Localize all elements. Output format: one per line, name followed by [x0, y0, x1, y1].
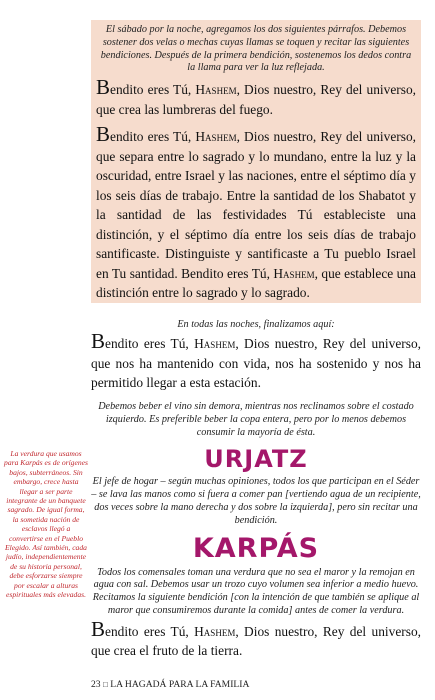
drop-cap: B — [96, 75, 111, 100]
blessing-text: , Dios nuestro, Rey del universo, que separa entre lo sagrado y lo mundano, entre la luz y la oscuridad, entre Israel y las naciones, entre el séptimo día y los seis días de trabajo. Entre la santidad de los Shabatot y la santidad de las festividades Tú estableciste una distinción, y el séptimo día entre los seis días de trabajo santificaste. Distinguiste y santificaste a Tu pueblo Israel en Tu santidad. Bendito eres Tú, — [96, 129, 416, 281]
kiddush-instruction: El sábado por la noche, agregamos los dos siguientes párrafos. Debemos sostener dos velas o mechas cuyas llamas se toquen y recitar las siguientes bendiciones. Después de la primera bendición, sostenemos los dedos contra la llama para ver la luz reflejada. — [100, 24, 412, 74]
divine-name: Hashem — [194, 623, 236, 639]
urjatz-heading: URJATZ — [204, 445, 308, 474]
blessing-text: endito eres Tú, — [105, 336, 195, 352]
page-content — [91, 24, 421, 661]
blessing-text: , que establece una distinción entre lo sagrado y lo sagrado. — [96, 265, 416, 301]
divine-name: Hashem — [194, 336, 236, 352]
divine-name: Hashem — [195, 82, 237, 98]
blessing-text: endito eres Tú, — [110, 129, 196, 145]
blessing-shehecheyanu — [91, 329, 421, 393]
blessing-text: , Dios nuestro, Rey del universo, que crea el fruto de la tierra. — [91, 623, 421, 659]
page-footer — [91, 679, 249, 690]
book-title: LA HAGADÁ PARA LA FAMILIA — [110, 679, 250, 690]
karpas-heading: KARPÁS — [192, 532, 320, 564]
blessing-fire — [96, 75, 416, 119]
all-nights-instruction: En todas las noches, finalizamos aquí: — [177, 318, 335, 330]
blessing-text: , Dios nuestro, Rey del universo, que nos ha mantenido con vida, nos ha sostenido y nos ha permitido llegar a esta estación. — [91, 336, 421, 391]
karpas-instruction: Todos los comensales toman una verdura que no sea el maror y la remojan en agua con sal. Debemos usar un trozo cuyo volumen sea inferior a medio huevo. Recitamos la siguiente bendición [con la intención de que también se aplique al maror que consumiremos durante la comida] antes de comer la verdura. — [92, 566, 420, 616]
karpas-sidenote: La verdura que usamos para Karpás es de orígenes bajos, subterráneos. Sin embargo, crece hasta llegar a ser parte integrante de un banquete sagrado. De igual forma, la sometida nación de esclavos llegó a convertirse en el Pueblo Elegido. Así también, cada judío, independientemente de su historia personal, debe esforzarse siempre por escalar a alturas espirituales más elevadas. — [4, 449, 88, 600]
blessing-karpas — [91, 616, 421, 661]
blessing-text: , Dios nuestro, Rey del universo, que crea las lumbreras del fuego. — [96, 82, 416, 117]
separator-box-icon: □ — [103, 680, 108, 689]
drop-cap: B — [96, 122, 111, 147]
divine-name: Hashem — [273, 265, 315, 281]
blessing-havdalah — [96, 122, 416, 303]
drop-cap: B — [91, 329, 106, 354]
blessing-text: endito eres Tú, — [105, 623, 195, 639]
wine-instruction: Debemos beber el vino sin demora, mientras nos reclinamos sobre el costado izquierdo. Es preferible beber la copa entera, pero por lo menos debemos consumir la mayoría de ésta. — [98, 400, 414, 438]
page-number: 23 — [91, 679, 101, 690]
urjatz-instruction: El jefe de hogar – según muchas opiniones, todos los que participan en el Séder – se lava las manos como si fuera a comer pan [vertiendo agua de un recipiente, dos veces sobre la mano derecha y dos sobre la izquierda], pero sin recitar una bendición. — [91, 476, 421, 526]
drop-cap: B — [91, 616, 106, 641]
blessing-text: endito eres Tú, — [110, 82, 196, 98]
divine-name: Hashem — [195, 129, 237, 145]
kiddush-section — [91, 24, 421, 303]
